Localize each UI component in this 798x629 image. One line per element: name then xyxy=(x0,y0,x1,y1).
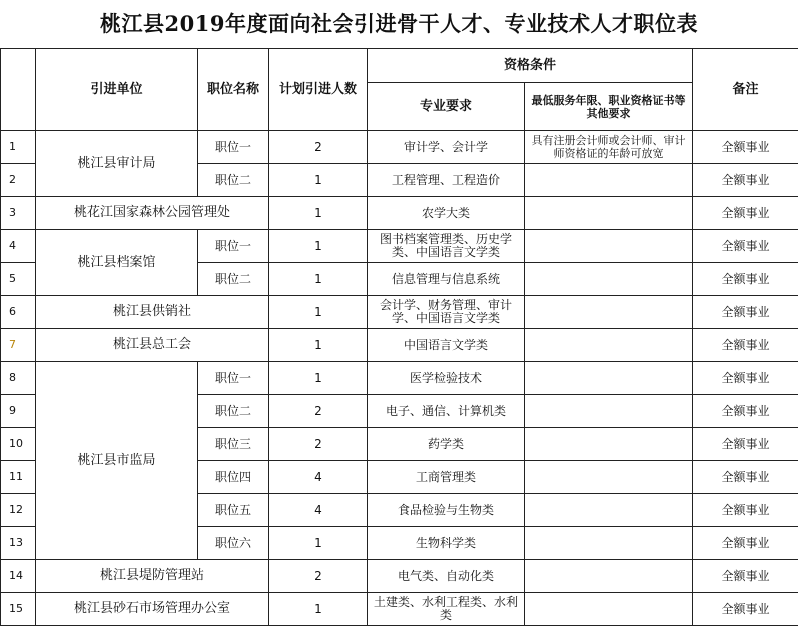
major-cell: 药学类 xyxy=(368,428,525,461)
position-cell: 职位四 xyxy=(198,461,269,494)
major-cell: 审计学、会计学 xyxy=(368,131,525,164)
table-row xyxy=(1,131,798,164)
count-cell: 4 xyxy=(269,494,368,527)
row-number: 5 xyxy=(1,263,36,296)
table-row xyxy=(1,362,798,395)
row-number: 12 xyxy=(1,494,36,527)
table-row xyxy=(1,560,798,593)
major-cell: 图书档案管理类、历史学类、中国语言文学类 xyxy=(368,230,525,263)
remark-cell: 全额事业 xyxy=(693,461,798,494)
unit-cell: 桃江县砂石市场管理办公室 xyxy=(36,593,269,626)
header-count: 计划引进人数 xyxy=(269,49,368,131)
count-cell: 1 xyxy=(269,329,368,362)
remark-cell: 全额事业 xyxy=(693,131,798,164)
count-cell: 1 xyxy=(269,197,368,230)
row-number: 15 xyxy=(1,593,36,626)
other-requirement-cell xyxy=(525,362,693,395)
other-requirement-cell xyxy=(525,593,693,626)
row-number: 7 xyxy=(1,329,36,362)
remark-cell: 全额事业 xyxy=(693,494,798,527)
position-table xyxy=(0,48,798,626)
remark-cell: 全额事业 xyxy=(693,296,798,329)
count-cell: 1 xyxy=(269,164,368,197)
major-cell: 生物科学类 xyxy=(368,527,525,560)
unit-cell: 桃江县档案馆 xyxy=(36,230,198,296)
major-cell: 农学大类 xyxy=(368,197,525,230)
count-cell: 4 xyxy=(269,461,368,494)
row-number: 4 xyxy=(1,230,36,263)
major-cell: 工程管理、工程造价 xyxy=(368,164,525,197)
remark-cell: 全额事业 xyxy=(693,428,798,461)
row-number: 9 xyxy=(1,395,36,428)
position-cell: 职位二 xyxy=(198,164,269,197)
row-number: 6 xyxy=(1,296,36,329)
count-cell: 2 xyxy=(269,395,368,428)
other-requirement-cell xyxy=(525,230,693,263)
header-position: 职位名称 xyxy=(198,49,269,131)
remark-cell: 全额事业 xyxy=(693,263,798,296)
other-requirement-cell: 具有注册会计师或会计师、审计师资格证的年龄可放宽 xyxy=(525,131,693,164)
other-requirement-cell xyxy=(525,329,693,362)
count-cell: 1 xyxy=(269,230,368,263)
row-number: 11 xyxy=(1,461,36,494)
position-cell: 职位五 xyxy=(198,494,269,527)
table-title: 桃江县2019年度面向社会引进骨干人才、专业技术人才职位表 xyxy=(100,11,698,36)
other-requirement-cell xyxy=(525,164,693,197)
position-cell: 职位一 xyxy=(198,230,269,263)
other-requirement-cell xyxy=(525,197,693,230)
unit-cell: 桃江县供销社 xyxy=(36,296,269,329)
major-cell: 医学检验技术 xyxy=(368,362,525,395)
remark-cell: 全额事业 xyxy=(693,164,798,197)
remark-cell: 全额事业 xyxy=(693,395,798,428)
header-row-1 xyxy=(1,49,798,83)
header-other: 最低服务年限、职业资格证书等其他要求 xyxy=(525,83,693,131)
major-cell: 中国语言文学类 xyxy=(368,329,525,362)
header-index-cell xyxy=(1,49,36,131)
count-cell: 1 xyxy=(269,527,368,560)
header-remark: 备注 xyxy=(693,49,798,131)
major-cell: 电气类、自动化类 xyxy=(368,560,525,593)
position-cell: 职位一 xyxy=(198,362,269,395)
count-cell: 1 xyxy=(269,296,368,329)
count-cell: 2 xyxy=(269,428,368,461)
unit-cell: 桃花江国家森林公园管理处 xyxy=(36,197,269,230)
row-number: 13 xyxy=(1,527,36,560)
count-cell: 1 xyxy=(269,593,368,626)
row-number: 3 xyxy=(1,197,36,230)
position-cell: 职位一 xyxy=(198,131,269,164)
remark-cell: 全额事业 xyxy=(693,230,798,263)
row-number: 1 xyxy=(1,131,36,164)
other-requirement-cell xyxy=(525,560,693,593)
unit-cell: 桃江县总工会 xyxy=(36,329,269,362)
remark-cell: 全额事业 xyxy=(693,593,798,626)
header-qualification: 资格条件 xyxy=(368,49,693,83)
other-requirement-cell xyxy=(525,461,693,494)
major-cell: 信息管理与信息系统 xyxy=(368,263,525,296)
major-cell: 土建类、水利工程类、水利类 xyxy=(368,593,525,626)
remark-cell: 全额事业 xyxy=(693,527,798,560)
major-cell: 食品检验与生物类 xyxy=(368,494,525,527)
remark-cell: 全额事业 xyxy=(693,560,798,593)
row-number: 14 xyxy=(1,560,36,593)
table-row xyxy=(1,230,798,263)
major-cell: 电子、通信、计算机类 xyxy=(368,395,525,428)
row-number: 2 xyxy=(1,164,36,197)
row-number: 8 xyxy=(1,362,36,395)
position-cell: 职位六 xyxy=(198,527,269,560)
table-row xyxy=(1,197,798,230)
remark-cell: 全额事业 xyxy=(693,197,798,230)
position-cell: 职位二 xyxy=(198,263,269,296)
table-row xyxy=(1,593,798,626)
other-requirement-cell xyxy=(525,494,693,527)
remark-cell: 全额事业 xyxy=(693,362,798,395)
position-cell: 职位三 xyxy=(198,428,269,461)
count-cell: 1 xyxy=(269,362,368,395)
unit-cell: 桃江县市监局 xyxy=(36,362,198,560)
other-requirement-cell xyxy=(525,263,693,296)
table-row xyxy=(1,296,798,329)
major-cell: 会计学、财务管理、审计学、中国语言文学类 xyxy=(368,296,525,329)
other-requirement-cell xyxy=(525,527,693,560)
position-cell: 职位二 xyxy=(198,395,269,428)
count-cell: 2 xyxy=(269,560,368,593)
table-row xyxy=(1,329,798,362)
row-number: 10 xyxy=(1,428,36,461)
unit-cell: 桃江县堤防管理站 xyxy=(36,560,269,593)
unit-cell: 桃江县审计局 xyxy=(36,131,198,197)
remark-cell: 全额事业 xyxy=(693,329,798,362)
header-unit: 引进单位 xyxy=(36,49,198,131)
major-cell: 工商管理类 xyxy=(368,461,525,494)
other-requirement-cell xyxy=(525,296,693,329)
count-cell: 1 xyxy=(269,263,368,296)
count-cell: 2 xyxy=(269,131,368,164)
other-requirement-cell xyxy=(525,395,693,428)
header-major: 专业要求 xyxy=(368,83,525,131)
other-requirement-cell xyxy=(525,428,693,461)
